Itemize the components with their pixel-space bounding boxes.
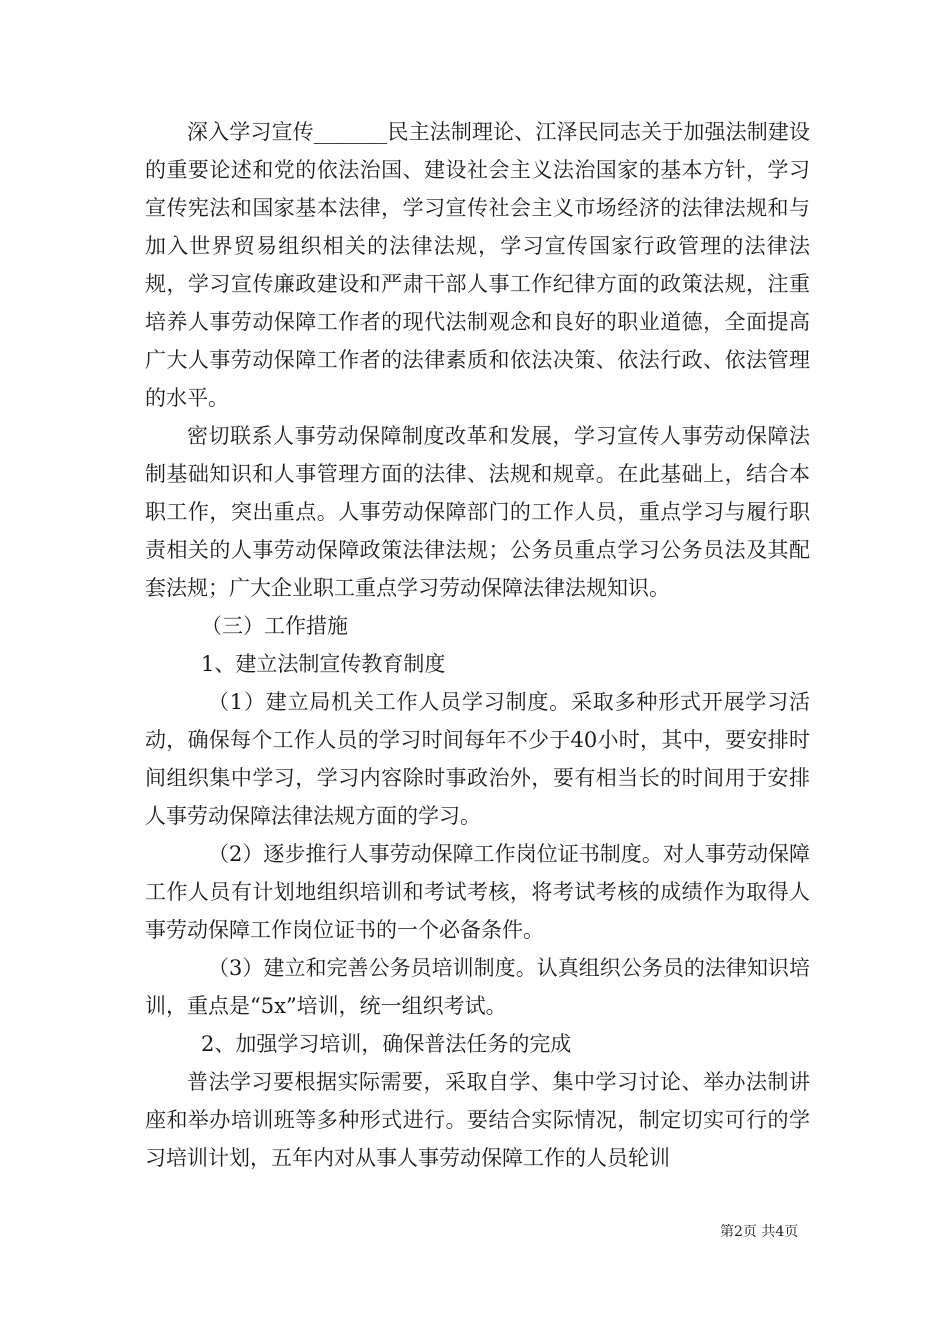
item1-sub1: （1）建立局机关工作人员学习制度。采取多种形式开展学习活动，确保每个工作人员的学习时间每年不少于40小时，其中，要安排时间组织集中学习，学习内容除时事政治外，要有相当长的时间用于安排人事劳动保障法律法规方面的学习。 (145, 690, 810, 828)
item1-heading: 1、建立法制宣传教育制度 (201, 652, 446, 676)
page-number: 第2页 共4页 (720, 1224, 799, 1240)
item2-paragraph: 普法学习要根据实际需要，采取自学、集中学习讨论、举办法制讲座和举办培训班等多种形式进行。要结合实际情况，制定切实可行的学习培训计划，五年内对从事人事劳动保障工作的人员轮训 (145, 1070, 810, 1170)
item1-sub3: （3）建立和完善公务员培训制度。认真组织公务员的法律知识培训，重点是“5x”培训，统一组织考试。 (145, 956, 810, 1018)
section-heading: （三）工作措施 (201, 614, 348, 638)
paragraph-2: 密切联系人事劳动保障制度改革和发展，学习宣传人事劳动保障法制基础知识和人事管理方面的法律、法规和规章。在此基础上，结合本职工作，突出重点。人事劳动保障部门的工作人员，重点学习与履行职责相关的人事劳动保障政策法律法规；公务员重点学习公务员法及其配套法规；广大企业职工重点学习劳动保障法律法规知识。 (145, 424, 810, 600)
paragraph-1: 深入学习宣传_______民主法制理论、江泽民同志关于加强法制建设的重要论述和党的依法治国、建设社会主义法治国家的基本方针，学习宣传宪法和国家基本法律，学习宣传社会主义市场经济的法律法规和与加入世界贸易组织相关的法律法规，学习宣传国家行政管理的法律法规，学习宣传廉政建设和严肃干部人事工作纪律方面的政策法规，注重培养人事劳动保障工作者的现代法制观念和良好的职业道德，全面提高广大人事劳动保障工作者的法律素质和依法决策、依法行政、依法管理的水平。 (145, 120, 810, 410)
document-body (145, 113, 810, 1177)
item1-sub2: （2）逐步推行人事劳动保障工作岗位证书制度。对人事劳动保障工作人员有计划地组织培训和考试考核，将考试考核的成绩作为取得人事劳动保障工作岗位证书的一个必备条件。 (145, 842, 810, 942)
item2-heading: 2、加强学习培训，确保普法任务的完成 (201, 1032, 572, 1056)
